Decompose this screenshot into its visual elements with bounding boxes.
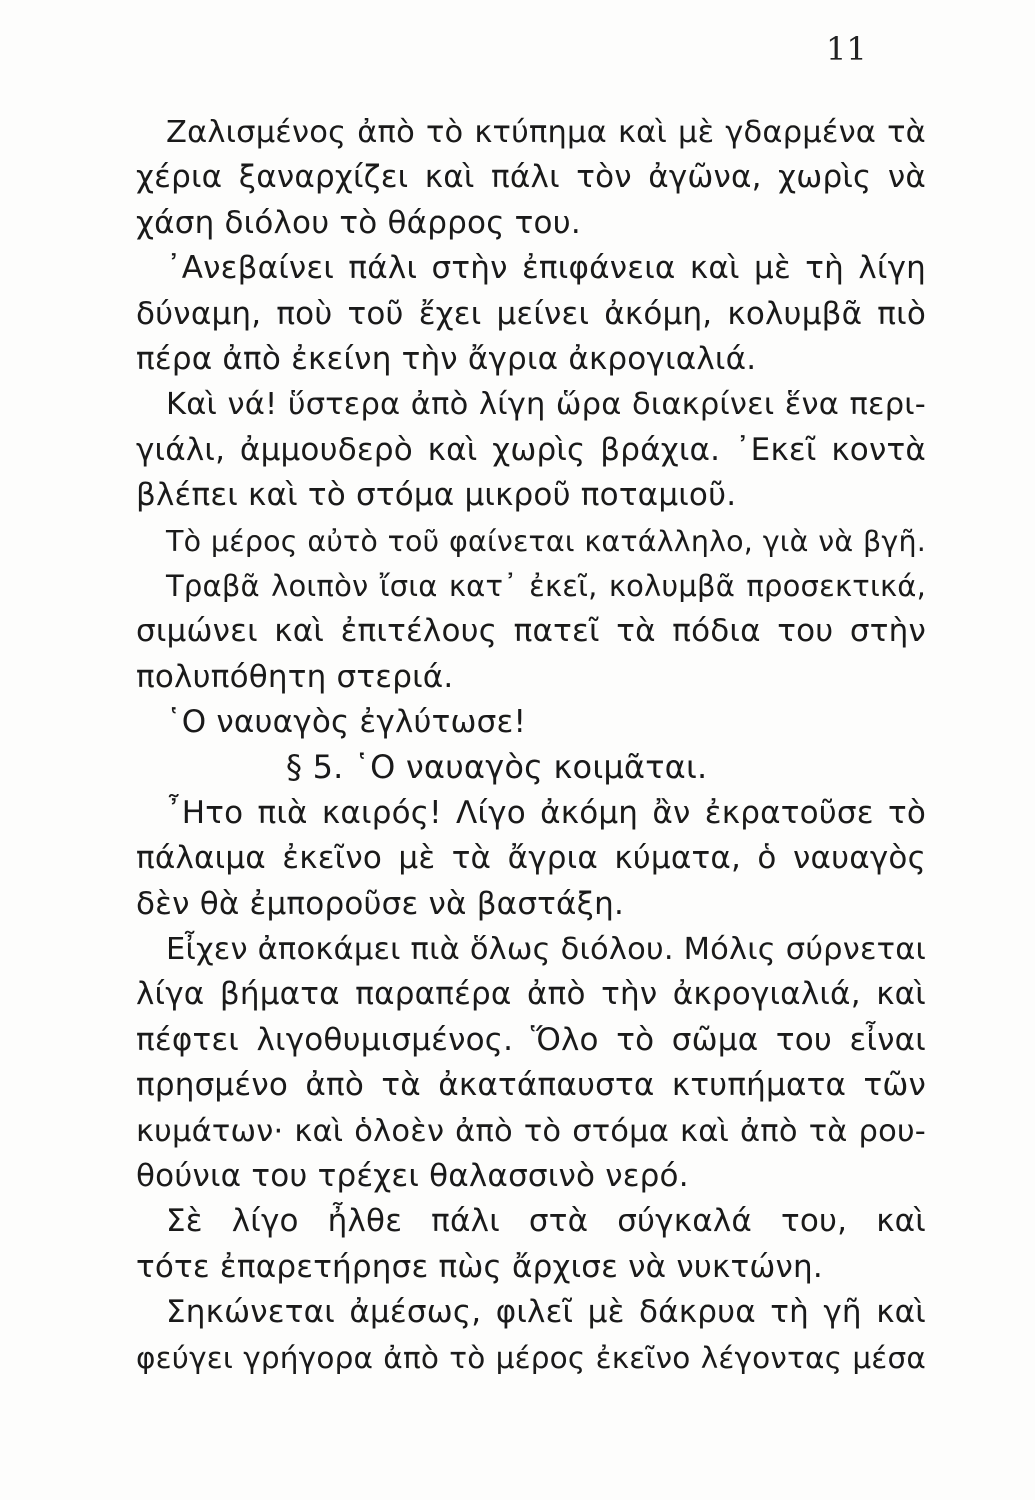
text-line: σιμώνει καὶ ἐπιτέλους πατεῖ τὰ πόδια του στὴν [136, 613, 926, 650]
text-line: Σηκώνεται ἀμέσως, φιλεῖ μὲ δάκρυα τὴ γῆ καὶ [166, 1294, 926, 1331]
text-line: δύναμη, ποὺ τοῦ ἔχει μείνει ἀκόμη, κολυμβᾶ πιὸ [136, 295, 926, 332]
text-line: δὲν θὰ ἐμποροῦσε νὰ βαστάξη. [136, 885, 625, 922]
text-line: Τραβᾶ λοιπὸν ἴσια κατ᾿ ἐκεῖ, κολυμβᾶ προσεκτικά, [166, 568, 926, 603]
text-line: Τὸ μέρος αὐτὸ τοῦ φαίνεται κατάλληλο, γιὰ νὰ βγῆ. [166, 524, 926, 558]
text-line: πολυπόθητη στεριά. [136, 658, 454, 695]
text-line: γιάλι, ἀμμουδερὸ καὶ χωρὶς βράχια. ᾿Εκεῖ κοντὰ [136, 431, 926, 468]
text-line: ᾿Ανεβαίνει πάλι στὴν ἐπιφάνεια καὶ μὲ τὴ λίγη [166, 250, 926, 287]
text-line: βλέπει καὶ τὸ στόμα μικροῦ ποταμιοῦ. [136, 477, 737, 514]
text-line: χέρια ξαναρχίζει καὶ πάλι τὸν ἀγῶνα, χωρὶς νὰ [136, 159, 926, 196]
text-line: ῾Ο ναυαγὸς ἐγλύτωσε! [166, 704, 527, 741]
text-line: πέρα ἀπὸ ἐκείνη τὴν ἄγρια ἀκρογιαλιά. [136, 340, 757, 377]
text-line: ῏Ητο πιὰ καιρός! Λίγο ἀκόμη ἂν ἐκρατοῦσε τὸ [166, 794, 926, 831]
text-line: Καὶ νά! ὕστερα ἀπὸ λίγη ὥρα διακρίνει ἕνα περι- [166, 387, 926, 423]
page-number: 11 [826, 30, 867, 68]
section-heading: § 5. ῾Ο ναυαγὸς κοιμᾶται. [286, 748, 708, 787]
text-line: πάλαιμα ἐκεῖνο μὲ τὰ ἄγρια κύματα, ὁ ναυαγὸς [136, 840, 926, 877]
text-line: κυμάτων· καὶ ὁλοὲν ἀπὸ τὸ στόμα καὶ ἀπὸ τὰ ρου- [136, 1113, 926, 1149]
text-line: πέφτει λιγοθυμισμένος. Ὅλο τὸ σῶμα του εἶναι [136, 1021, 926, 1058]
text-line: τότε ἐπαρετήρησε πὼς ἄρχισε νὰ νυκτώνη. [136, 1248, 823, 1285]
text-line: Ζαλισμένος ἀπὸ τὸ κτύπημα καὶ μὲ γδαρμένα τὰ [166, 115, 926, 150]
body-text [136, 110, 926, 1381]
text-line: λίγα βήματα παραπέρα ἀπὸ τὴν ἀκρογιαλιά, καὶ [136, 976, 926, 1013]
text-line: θούνια του τρέχει θαλασσινὸ νερό. [136, 1157, 689, 1194]
text-line: πρησμένο ἀπὸ τὰ ἀκατάπαυστα κτυπήματα τῶν [136, 1067, 926, 1104]
text-line: χάση διόλου τὸ θάρρος του. [136, 204, 581, 241]
text-line: φεύγει γρήγορα ἀπὸ τὸ μέρος ἐκεῖνο λέγοντας μέσα [136, 1340, 926, 1375]
text-line: Εἶχεν ἀποκάμει πιὰ ὅλως διόλου. Μόλις σύρνεται [166, 932, 927, 968]
text-line: Σὲ λίγο ἦλθε πάλι στὰ σύγκαλά του, καὶ [166, 1203, 926, 1240]
